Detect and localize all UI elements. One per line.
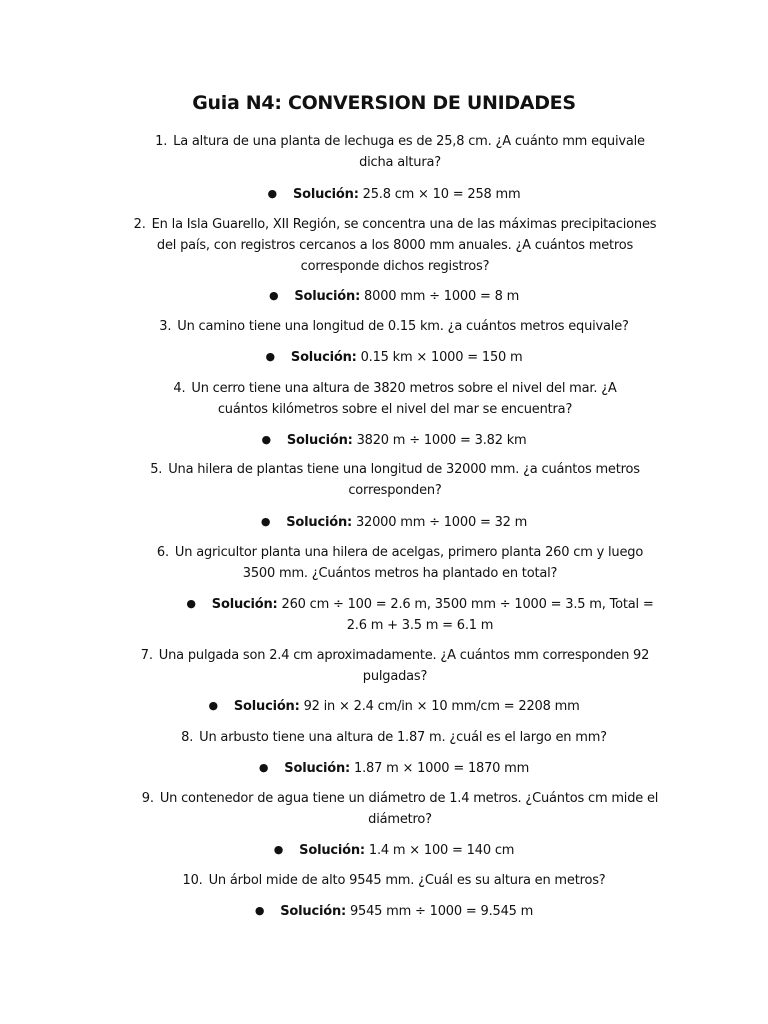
- question-text: Un cerro tiene una altura de 3820 metros sobre el nivel del mar. ¿A cuántos kilómetros sobre el nivel del mar se encuentra?: [191, 381, 617, 417]
- bullet-icon: ●: [268, 289, 279, 302]
- solution-6: [180, 593, 660, 636]
- bullet-icon: ●: [258, 761, 269, 774]
- solution-label: Solución:: [284, 761, 351, 776]
- question-5: [150, 459, 640, 501]
- solution-10: [120, 900, 668, 922]
- solution-text: 1.4 m × 100 = 140 cm: [368, 843, 515, 858]
- question-text: Una pulgada son 2.4 cm aproximadamente. ¿A cuántos mm corresponden 92 pulgadas?: [158, 648, 650, 684]
- question-number: 10.: [182, 873, 203, 888]
- solution-4: [120, 429, 668, 451]
- question-text: Un contenedor de agua tiene un diámetro de 1.4 metros. ¿Cuántos cm mide el diámetro?: [159, 791, 659, 827]
- solution-text: 1.87 m × 1000 = 1870 mm: [354, 761, 530, 776]
- solution-9: [120, 839, 668, 861]
- solution-text: 8000 mm ÷ 1000 = 8 m: [364, 289, 520, 304]
- solution-1: [120, 183, 668, 205]
- question-text: En la Isla Guarello, XII Región, se concentra una de las máximas precipitaciones del país, con registros cercanos a los 8000 mm anuales. ¿A cuántos metros corresponde dichos registros?: [151, 217, 657, 274]
- solution-label: Solución:: [280, 904, 347, 919]
- question-text: La altura de una planta de lechuga es de 25,8 cm. ¿A cuánto mm equivale dicha altura?: [173, 134, 645, 170]
- question-number: 8.: [181, 730, 194, 745]
- question-number: 2.: [133, 217, 146, 232]
- solution-text: 3820 m ÷ 1000 = 3.82 km: [356, 433, 527, 448]
- question-number: 6.: [156, 545, 169, 560]
- question-6: [140, 542, 660, 584]
- question-number: 9.: [141, 791, 154, 806]
- bullet-icon: ●: [267, 187, 277, 200]
- solution-label: Solución:: [292, 187, 359, 202]
- question-text: Un arbusto tiene una altura de 1.87 m. ¿cuál es el largo en mm?: [199, 730, 607, 745]
- solution-label: Solución:: [299, 843, 365, 858]
- solution-2: [120, 285, 668, 307]
- solution-label: Solución:: [211, 597, 278, 612]
- solution-label: Solución:: [290, 350, 357, 365]
- document-title: Guia N4: CONVERSION DE UNIDADES: [192, 92, 576, 114]
- solution-text: 32000 mm ÷ 1000 = 32 m: [355, 515, 528, 530]
- solution-label: Solución:: [294, 289, 361, 304]
- question-1: [140, 131, 660, 173]
- question-text: Un árbol mide de alto 9545 mm. ¿Cuál es su altura en metros?: [208, 873, 606, 888]
- question-text: Un agricultor planta una hilera de acelgas, primero planta 260 cm y luego 3500 mm. ¿Cuántos metros ha plantado en total?: [174, 545, 644, 581]
- bullet-icon: ●: [273, 843, 284, 856]
- question-number: 7.: [140, 648, 153, 663]
- solution-label: Solución:: [286, 515, 353, 530]
- question-3: [120, 316, 668, 337]
- solution-text: 92 in × 2.4 cm/in × 10 mm/cm = 2208 mm: [303, 699, 580, 714]
- question-10: [120, 870, 668, 891]
- bullet-icon: ●: [254, 904, 265, 917]
- solution-text: 0.15 km × 1000 = 150 m: [360, 350, 523, 365]
- question-8: [120, 727, 668, 748]
- question-number: 4.: [173, 381, 186, 396]
- solution-label: Solución:: [286, 433, 353, 448]
- bullet-icon: ●: [186, 597, 196, 610]
- question-9: [140, 788, 660, 830]
- question-number: 3.: [159, 319, 172, 334]
- solution-text: 260 cm ÷ 100 = 2.6 m, 3500 mm ÷ 1000 = 3.5 m, Total = 2.6 m + 3.5 m = 6.1 m: [281, 597, 654, 633]
- solution-8: [120, 757, 668, 779]
- question-number: 1.: [155, 134, 168, 149]
- question-2: [130, 214, 660, 277]
- solution-text: 25.8 cm × 10 = 258 mm: [362, 187, 521, 202]
- solution-3: [120, 346, 668, 368]
- question-4: [150, 378, 640, 420]
- bullet-icon: ●: [265, 350, 275, 363]
- solution-text: 9545 mm ÷ 1000 = 9.545 m: [349, 904, 534, 919]
- solution-label: Solución:: [233, 699, 300, 714]
- bullet-icon: ●: [260, 515, 271, 528]
- question-text: Un camino tiene una longitud de 0.15 km. ¿a cuántos metros equivale?: [177, 319, 629, 334]
- question-7: [140, 645, 650, 687]
- question-text: Una hilera de plantas tiene una longitud de 32000 mm. ¿a cuántos metros corresponden?: [168, 462, 640, 498]
- question-number: 5.: [150, 462, 163, 477]
- bullet-icon: ●: [261, 433, 271, 446]
- solution-7: [120, 695, 668, 717]
- solution-5: [120, 511, 668, 533]
- bullet-icon: ●: [208, 699, 218, 712]
